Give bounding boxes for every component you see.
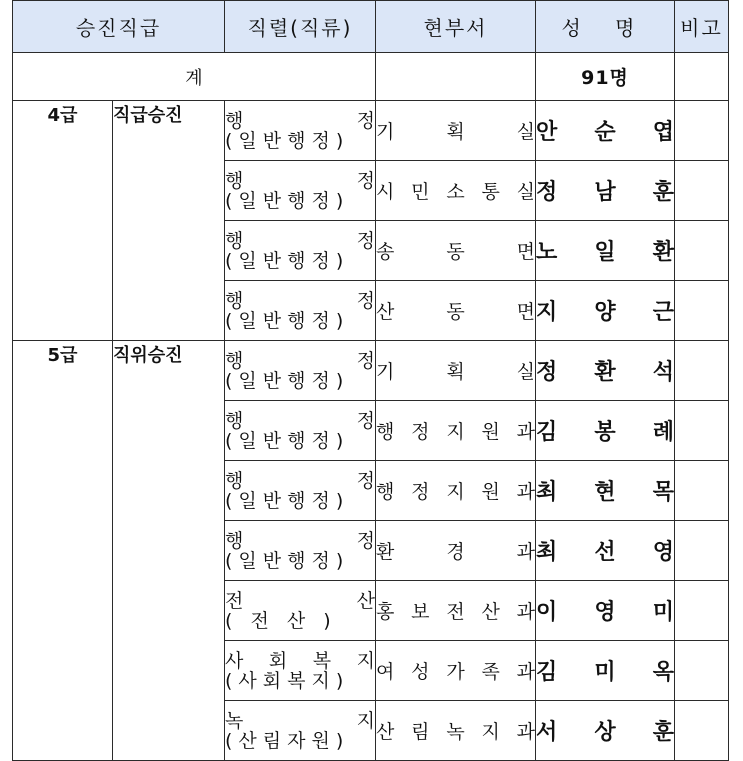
note-cell — [675, 341, 729, 401]
series-name — [225, 111, 375, 131]
series-subtype-text: (일반행정) — [225, 549, 350, 572]
total-note-cell — [675, 53, 729, 101]
note-cell — [675, 461, 729, 521]
total-count: 91명 — [536, 53, 675, 101]
series-subtype — [225, 251, 375, 271]
promotion-type-cell: 직급승진 — [113, 101, 225, 341]
department-text: 행 정 지 원 과 — [376, 421, 535, 443]
total-empty-cell — [376, 53, 536, 101]
series-cell — [225, 161, 376, 221]
person-name: 정 환 석 — [536, 360, 674, 385]
series-subtype-text: (산림자원) — [225, 729, 350, 752]
department-cell — [376, 221, 536, 281]
department-cell — [376, 701, 536, 761]
person-name-cell — [536, 341, 675, 401]
note-cell — [675, 401, 729, 461]
person-name: 김 미 옥 — [536, 660, 674, 685]
person-name-cell — [536, 701, 675, 761]
note-cell — [675, 701, 729, 761]
person-name-cell — [536, 401, 675, 461]
table-row — [13, 101, 729, 161]
person-name: 서 상 훈 — [536, 720, 674, 745]
person-name: 김 봉 례 — [536, 420, 674, 445]
series-char: 행 — [225, 229, 244, 252]
department-cell — [376, 521, 536, 581]
department-cell — [376, 581, 536, 641]
series-name — [225, 711, 375, 731]
department-cell — [376, 161, 536, 221]
series-char: 지 — [356, 709, 375, 732]
person-name: 안 순 엽 — [536, 120, 674, 145]
series-cell — [225, 281, 376, 341]
series-cell — [225, 581, 376, 641]
series-char: 지 — [356, 649, 375, 672]
series-subtype-text: ( 전 산 ) — [225, 609, 337, 632]
person-name: 최 선 영 — [536, 540, 674, 565]
series-name — [225, 171, 375, 191]
series-char: 복 — [312, 649, 332, 672]
department-cell — [376, 641, 536, 701]
header-note: 비고 — [675, 1, 729, 53]
table-row — [13, 341, 729, 401]
person-name: 지 양 근 — [536, 300, 674, 325]
series-subtype — [225, 431, 375, 451]
note-cell — [675, 581, 729, 641]
series-char: 산 — [356, 589, 375, 612]
department-cell — [376, 341, 536, 401]
series-char: 정 — [356, 529, 375, 552]
department-text: 시 민 소 통 실 — [376, 181, 535, 203]
series-char: 전 — [225, 589, 244, 612]
series-cell — [225, 641, 376, 701]
note-cell — [675, 161, 729, 221]
person-name-cell — [536, 461, 675, 521]
person-name-cell — [536, 101, 675, 161]
series-cell — [225, 521, 376, 581]
series-char: 행 — [225, 529, 244, 552]
series-subtype — [225, 671, 375, 691]
series-subtype — [225, 611, 375, 631]
series-char: 행 — [225, 469, 244, 492]
person-name-cell — [536, 581, 675, 641]
note-cell — [675, 641, 729, 701]
series-char: 행 — [225, 289, 244, 312]
person-name-cell — [536, 641, 675, 701]
person-name-cell — [536, 281, 675, 341]
series-char: 정 — [356, 229, 375, 252]
header-series: 직렬(직류) — [225, 1, 376, 53]
series-subtype-text: (일반행정) — [225, 429, 350, 452]
series-subtype-text: (일반행정) — [225, 309, 350, 332]
person-name: 노 일 환 — [536, 240, 674, 265]
series-cell — [225, 401, 376, 461]
series-char: 행 — [225, 169, 244, 192]
person-name-cell — [536, 161, 675, 221]
series-name — [225, 531, 375, 551]
note-cell — [675, 281, 729, 341]
series-cell — [225, 341, 376, 401]
series-subtype-text: (사회복지) — [225, 669, 350, 692]
series-name — [225, 411, 375, 431]
department-text: 산 림 녹 지 과 — [376, 721, 535, 743]
series-char: 정 — [356, 349, 375, 372]
department-text: 홍 보 전 산 과 — [376, 601, 535, 623]
person-name-cell — [536, 221, 675, 281]
series-subtype-text: (일반행정) — [225, 489, 350, 512]
series-name — [225, 351, 375, 371]
department-text: 송 동 면 — [376, 241, 535, 263]
series-char: 회 — [268, 649, 288, 672]
note-cell — [675, 521, 729, 581]
series-char: 행 — [225, 109, 244, 132]
series-subtype-text: (일반행정) — [225, 189, 350, 212]
series-char: 정 — [356, 109, 375, 132]
series-subtype-text: (일반행정) — [225, 129, 350, 152]
department-text: 기 획 실 — [376, 361, 535, 383]
series-name — [225, 231, 375, 251]
series-subtype — [225, 731, 375, 751]
grade-cell: 4급 — [13, 101, 113, 341]
series-name — [225, 591, 375, 611]
series-subtype — [225, 491, 375, 511]
series-subtype-text: (일반행정) — [225, 249, 350, 272]
department-text: 여 성 가 족 과 — [376, 661, 535, 683]
header-name: 성 명 — [536, 1, 675, 53]
series-subtype-text: (일반행정) — [225, 369, 350, 392]
series-char: 정 — [356, 469, 375, 492]
series-char: 행 — [225, 349, 244, 372]
header-department: 현부서 — [376, 1, 536, 53]
series-subtype — [225, 551, 375, 571]
series-subtype — [225, 311, 375, 331]
series-char: 행 — [225, 409, 244, 432]
series-char: 정 — [356, 169, 375, 192]
total-label: 계 — [13, 53, 376, 101]
series-char: 정 — [356, 289, 375, 312]
series-char: 녹 — [225, 709, 244, 732]
note-cell — [675, 221, 729, 281]
series-cell — [225, 221, 376, 281]
series-char: 정 — [356, 409, 375, 432]
series-name — [225, 471, 375, 491]
series-subtype — [225, 371, 375, 391]
series-cell — [225, 461, 376, 521]
department-text: 기 획 실 — [376, 121, 535, 143]
department-cell — [376, 281, 536, 341]
department-text: 행 정 지 원 과 — [376, 481, 535, 503]
department-text: 환 경 과 — [376, 541, 535, 563]
department-cell — [376, 461, 536, 521]
department-cell — [376, 401, 536, 461]
header-row — [13, 1, 729, 53]
series-name — [225, 291, 375, 311]
total-row — [13, 53, 729, 101]
department-cell — [376, 101, 536, 161]
person-name: 정 남 훈 — [536, 180, 674, 205]
note-cell — [675, 101, 729, 161]
person-name: 최 현 목 — [536, 480, 674, 505]
series-char: 사 — [225, 649, 244, 672]
promotion-roster-table — [12, 0, 729, 761]
series-cell — [225, 101, 376, 161]
person-name: 이 영 미 — [536, 600, 674, 625]
series-cell — [225, 701, 376, 761]
series-name — [225, 651, 375, 671]
header-grade: 승진직급 — [13, 1, 225, 53]
department-text: 산 동 면 — [376, 301, 535, 323]
grade-cell: 5급 — [13, 341, 113, 761]
series-subtype — [225, 191, 375, 211]
promotion-type-cell: 직위승진 — [113, 341, 225, 761]
person-name-cell — [536, 521, 675, 581]
series-subtype — [225, 131, 375, 151]
